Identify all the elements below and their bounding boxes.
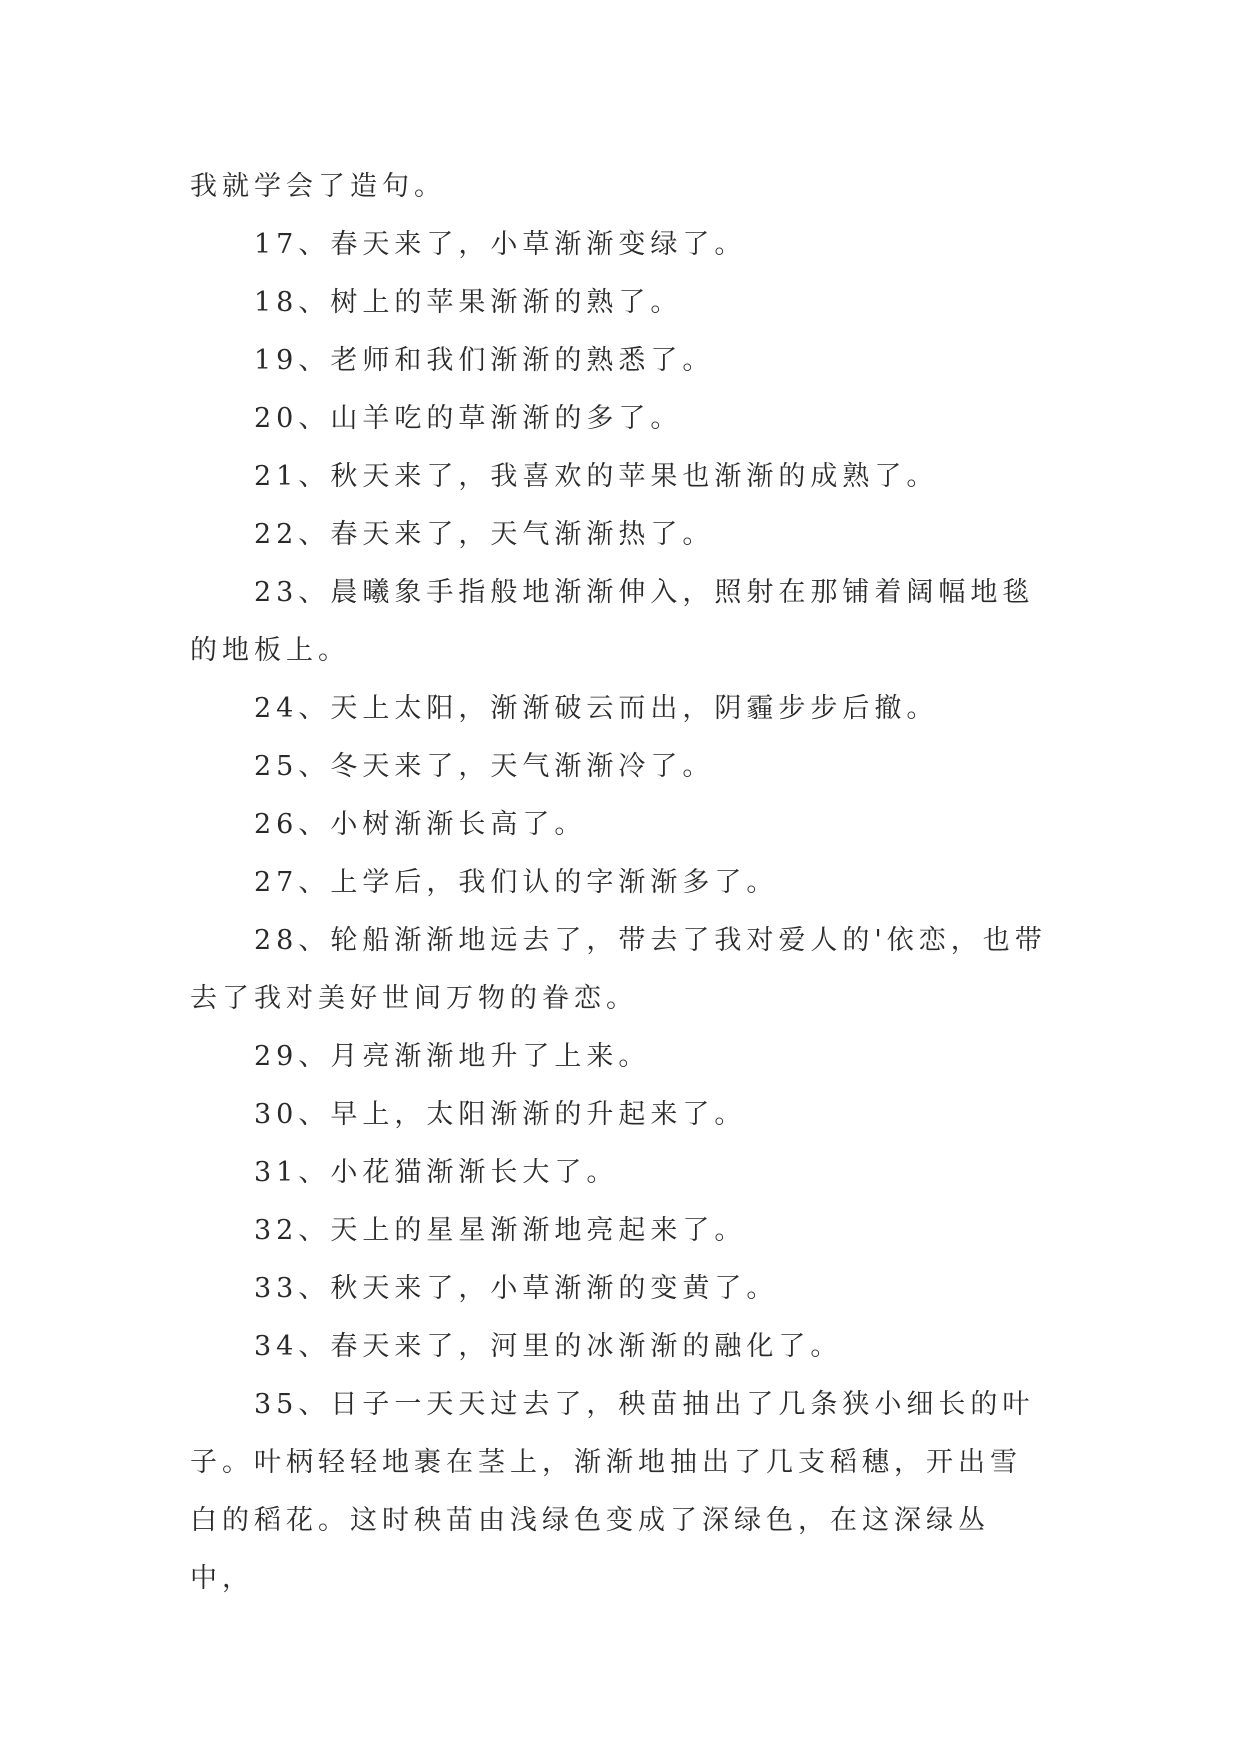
paragraph: 35、日子一天天过去了，秧苗抽出了几条狭小细长的叶子。叶柄轻轻地裹在茎上，渐渐地抽出了几支稻穗，开出雪白的稻花。这时秧苗由浅绿色变成了深绿色，在这深绿丛中， <box>190 1389 1035 1594</box>
paragraph: 30、早上，太阳渐渐的升起来了。 <box>254 1099 747 1130</box>
paragraph: 17、春天来了，小草渐渐变绿了。 <box>254 229 747 260</box>
paragraph: 22、春天来了，天气渐渐热了。 <box>254 519 715 550</box>
paragraph: 28、轮船渐渐地远去了，带去了我对爱人的'依恋，也带去了我对美好世间万物的眷恋。 <box>190 925 1047 1014</box>
paragraph: 31、小花猫渐渐长大了。 <box>254 1157 619 1188</box>
paragraph: 32、天上的星星渐渐地亮起来了。 <box>254 1215 747 1246</box>
document-body <box>190 158 1050 1608</box>
paragraph: 23、晨曦象手指般地渐渐伸入，照射在那铺着阔幅地毯的地板上。 <box>190 577 1035 666</box>
paragraph: 24、天上太阳，渐渐破云而出，阴霾步步后撤。 <box>254 693 939 724</box>
paragraph: 34、春天来了，河里的冰渐渐的融化了。 <box>254 1331 843 1362</box>
paragraph: 26、小树渐渐长高了。 <box>254 809 587 840</box>
paragraph: 20、山羊吃的草渐渐的多了。 <box>254 403 683 434</box>
paragraph: 27、上学后，我们认的字渐渐多了。 <box>254 867 779 898</box>
paragraph: 18、树上的苹果渐渐的熟了。 <box>254 287 683 318</box>
paragraph: 29、月亮渐渐地升了上来。 <box>254 1041 651 1072</box>
paragraph: 19、老师和我们渐渐的熟悉了。 <box>254 345 715 376</box>
paragraph: 我就学会了造句。 <box>190 171 446 202</box>
paragraph: 21、秋天来了，我喜欢的苹果也渐渐的成熟了。 <box>254 461 939 492</box>
paragraph: 33、秋天来了，小草渐渐的变黄了。 <box>254 1273 779 1304</box>
paragraph: 25、冬天来了，天气渐渐冷了。 <box>254 751 715 782</box>
